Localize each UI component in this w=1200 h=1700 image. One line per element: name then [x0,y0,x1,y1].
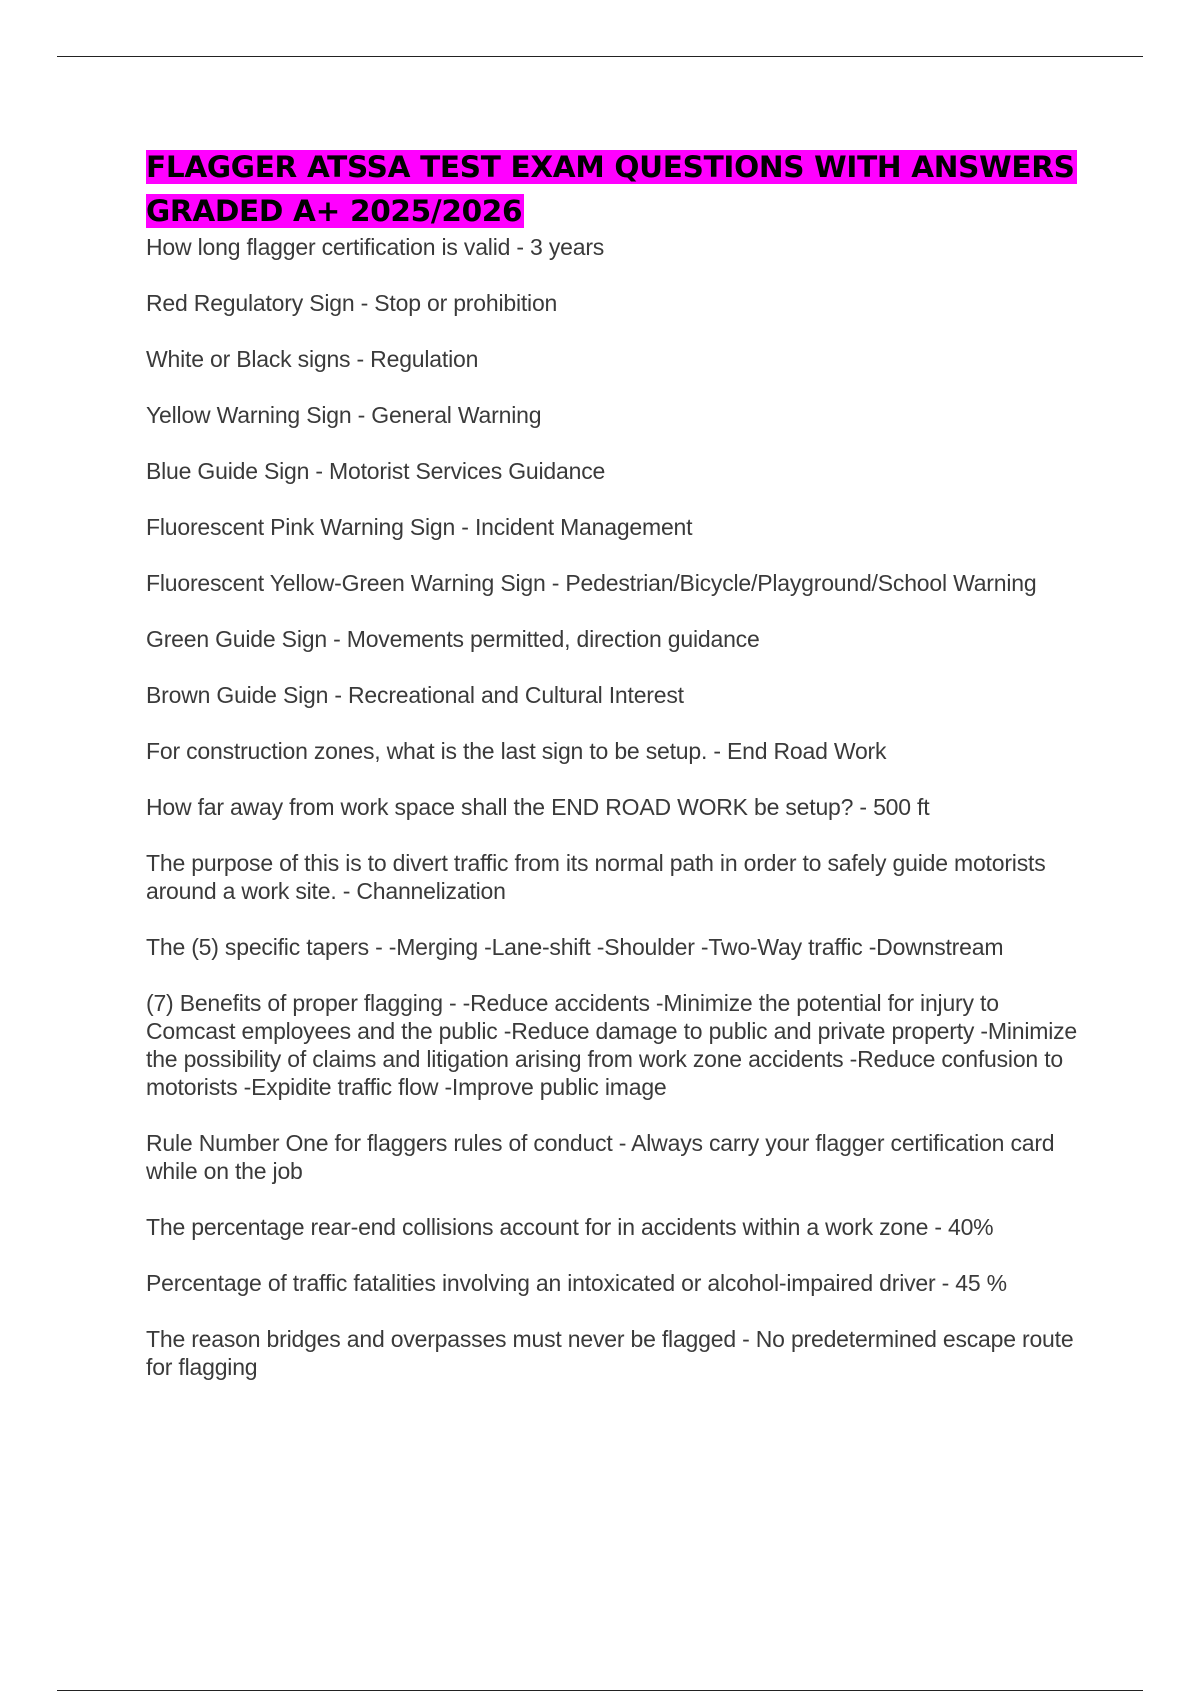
qa-item: For construction zones, what is the last sign to be setup. - End Road Work [146,738,887,764]
qa-item: The (5) specific tapers - -Merging -Lane-shift -Shoulder -Two-Way traffic -Downstream [146,934,1004,960]
footer-rule [57,1690,1143,1691]
qa-item: How long flagger certification is valid - 3 years [146,234,605,260]
qa-item: Yellow Warning Sign - General Warning [146,402,542,428]
qa-item: Rule Number One for flaggers rules of conduct - Always carry your flagger certification card while on the job [146,1130,1055,1184]
qa-item: Red Regulatory Sign - Stop or prohibition [146,290,558,316]
header-rule [57,56,1143,57]
title-highlight: FLAGGER ATSSA TEST EXAM QUESTIONS WITH ANSWERS GRADED A+ 2025/2026 [146,150,1075,228]
qa-item: Green Guide Sign - Movements permitted, direction guidance [146,626,760,652]
qa-item: The percentage rear-end collisions account for in accidents within a work zone - 40% [146,1214,994,1240]
qa-item: The reason bridges and overpasses must never be flagged - No predetermined escape route for flagging [146,1326,1074,1380]
qa-item: Percentage of traffic fatalities involving an intoxicated or alcohol-impaired driver - 45 % [146,1270,1007,1296]
qa-list [146,233,1086,1381]
qa-item: The purpose of this is to divert traffic from its normal path in order to safely guide motorists around a work site. - Channelization [146,850,1046,904]
qa-item: (7) Benefits of proper flagging - -Reduce accidents -Minimize the potential for injury to Comcast employees and the public -Reduce damage to public and private property -Minimize the possibility of claims and litigation arising from work zone accidents -Reduce confusion to motorists -Expidite traffic flow -Improve public image [146,990,1077,1100]
document-body [146,145,1086,1409]
qa-item: How far away from work space shall the END ROAD WORK be setup? - 500 ft [146,794,930,820]
document-title [146,145,1086,233]
qa-item: Fluorescent Yellow-Green Warning Sign - Pedestrian/Bicycle/Playground/School Warning [146,570,1037,596]
qa-item: Blue Guide Sign - Motorist Services Guidance [146,458,606,484]
qa-item: Brown Guide Sign - Recreational and Cultural Interest [146,682,684,708]
qa-item: White or Black signs - Regulation [146,346,479,372]
qa-item: Fluorescent Pink Warning Sign - Incident Management [146,514,693,540]
